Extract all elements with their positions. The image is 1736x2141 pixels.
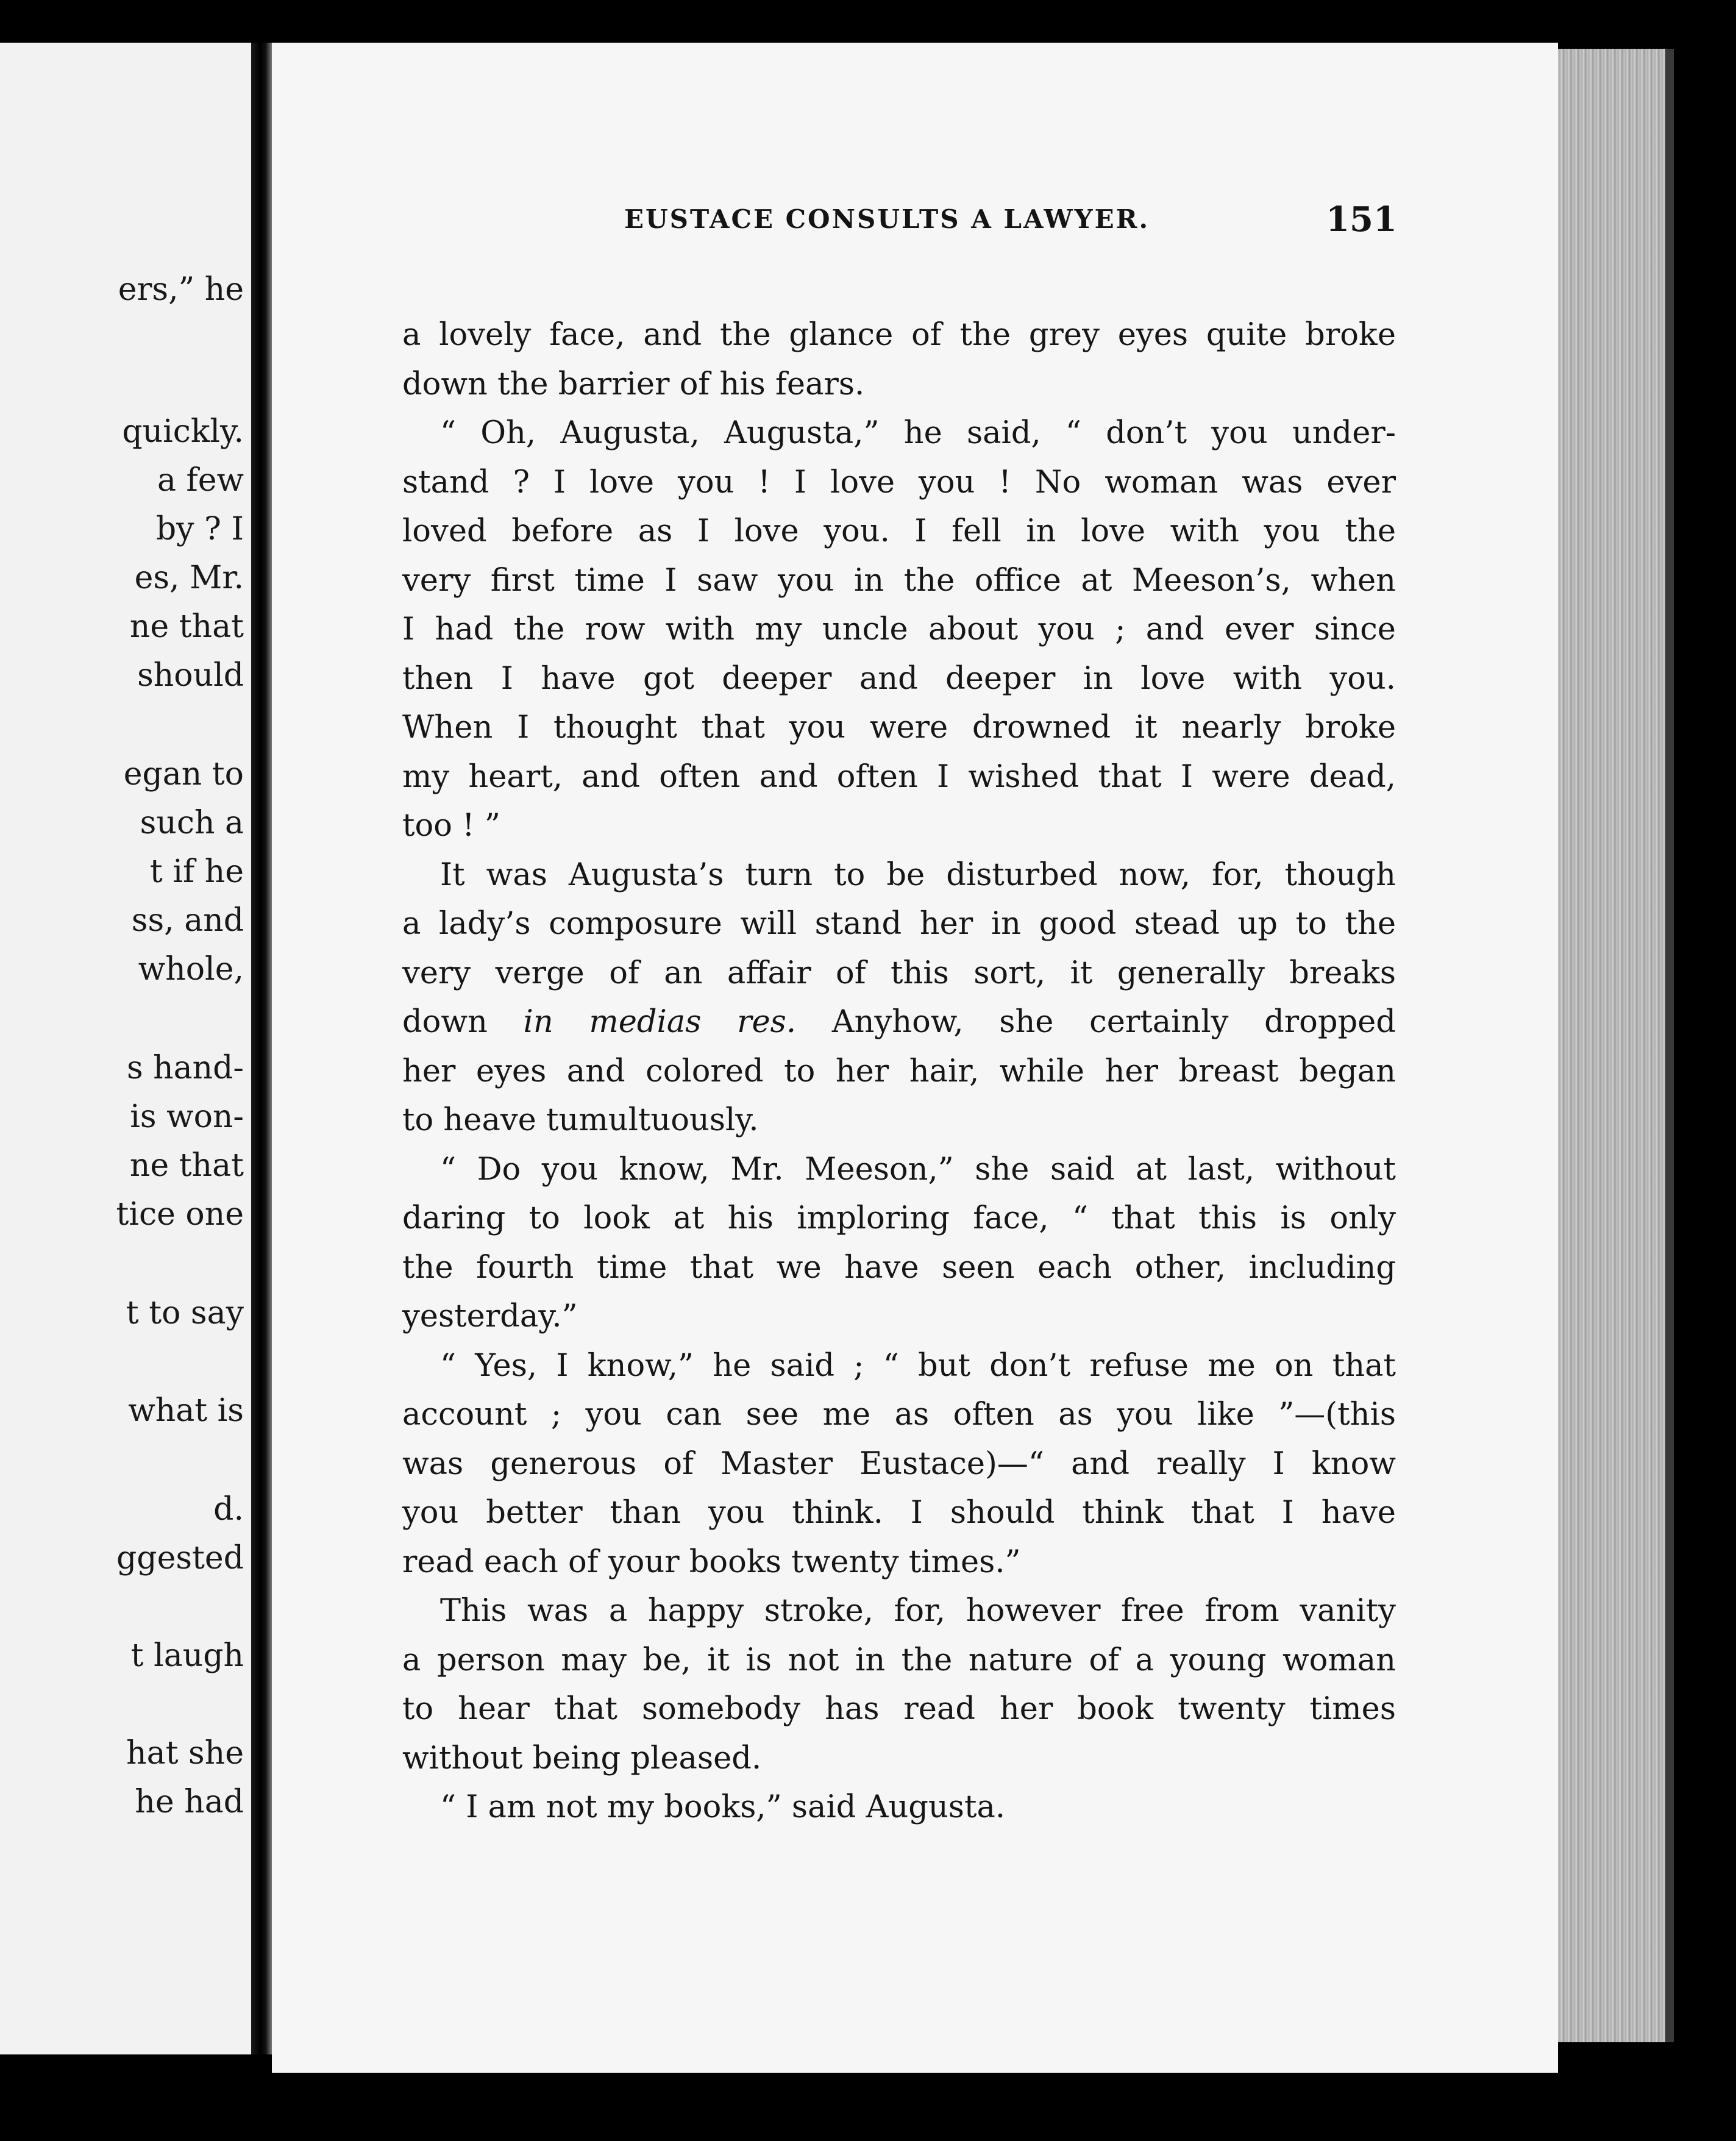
text-line: down the barrier of his fears. (402, 366, 865, 402)
body-text (402, 311, 1396, 1833)
text-line: stand ? I love you ! I love you ! No woman was ever (402, 464, 1396, 501)
left-page-line: by ? I (155, 511, 244, 547)
left-page-line: whole, (138, 951, 244, 988)
left-page-line: tice one (116, 1196, 244, 1233)
text-line: loved before as I love you. I fell in love with you the (402, 513, 1396, 549)
left-page-line: such a (140, 805, 244, 841)
left-page-line: t to say (126, 1295, 244, 1331)
text-line: read each of your books twenty times.” (402, 1544, 1021, 1580)
page-edges (1558, 49, 1665, 2042)
left-page-line: what is (128, 1392, 244, 1429)
left-page-line: ers,” he (118, 271, 244, 308)
left-page-line: t laugh (130, 1637, 244, 1674)
left-page-line: d. (213, 1491, 244, 1528)
text-line: “ I am not my books,” said Augusta. (440, 1789, 1006, 1825)
text-line: my heart, and often and often I wished that I were dead, (402, 758, 1396, 795)
text-line: to heave tumultuously. (402, 1102, 759, 1138)
text-line: her eyes and colored to her hair, while her breast began (402, 1053, 1396, 1089)
left-page-line: should (137, 657, 244, 694)
text-line: yesterday.” (402, 1298, 578, 1334)
running-head: EUSTACE CONSULTS A LAWYER. (624, 204, 1150, 234)
text-line: It was Augusta’s turn to be disturbed now, for, though (440, 857, 1396, 893)
left-page-line: hat she (126, 1735, 244, 1772)
text-line: When I thought that you were drowned it nearly broke (402, 710, 1396, 746)
text-line: was generous of Master Eustace)—“ and really I know (402, 1445, 1396, 1482)
text-line: daring to look at his imploring face, “ that this is only (402, 1200, 1396, 1236)
right-page (272, 43, 1558, 2073)
left-page-line: ne that (129, 1147, 244, 1184)
text-line: then I have got deeper and deeper in love with you. (402, 660, 1396, 697)
text-line: to hear that somebody has read her book twenty times (402, 1691, 1396, 1727)
left-facing-page (0, 43, 251, 2054)
left-page-line: ne that (129, 608, 244, 645)
text-line: account ; you can see me as often as you like ”—(this (402, 1397, 1396, 1433)
left-page-line: a few (157, 462, 244, 499)
text-line: you better than you think. I should think that I have (402, 1495, 1396, 1531)
text-line: a lovely face, and the glance of the grey eyes quite broke (402, 317, 1396, 353)
left-page-line: is won- (130, 1099, 244, 1135)
left-page-line: s hand- (126, 1050, 244, 1086)
text-line: without being pleased. (402, 1740, 762, 1776)
italic-phrase: in medias res. (523, 1004, 797, 1040)
text-line: a person may be, it is not in the nature of a young woman (402, 1642, 1396, 1678)
text-line: too ! ” (402, 808, 500, 844)
left-page-line: es, Mr. (134, 560, 244, 596)
text-line: “ Yes, I know,” he said ; “ but don’t refuse me on that (440, 1347, 1396, 1384)
text-line: the fourth time that we have seen each other, including (402, 1249, 1396, 1286)
page-edges-shadow (1665, 49, 1674, 2042)
text-line: a lady’s composure will stand her in good stead up to the (402, 906, 1396, 942)
text-line (402, 998, 1396, 1047)
text-line: very first time I saw you in the office at Meeson’s, when (402, 562, 1396, 599)
text-line: very verge of an affair of this sort, it generally breaks (402, 955, 1396, 991)
left-page-line: he had (135, 1784, 244, 1820)
text-line: I had the row with my uncle about you ; and ever since (402, 611, 1396, 647)
page-header (272, 195, 1558, 244)
left-page-line: quickly. (122, 413, 244, 450)
left-page-line: egan to (123, 756, 244, 793)
page-number: 151 (1326, 199, 1397, 240)
left-page-line: ggested (116, 1540, 244, 1576)
text-line: “ Do you know, Mr. Meeson,” she said at last, without (440, 1151, 1396, 1188)
text-line: This was a happy stroke, for, however free from vanity (440, 1593, 1396, 1629)
text-line: “ Oh, Augusta, Augusta,” he said, “ don’t you under- (440, 415, 1396, 451)
text-fragment: down (402, 1004, 524, 1040)
left-page-line: t if he (149, 853, 244, 890)
left-page-line: ss, and (131, 902, 244, 939)
book-gutter (251, 43, 272, 2054)
text-fragment: Anyhow, she certainly dropped (796, 1004, 1396, 1040)
